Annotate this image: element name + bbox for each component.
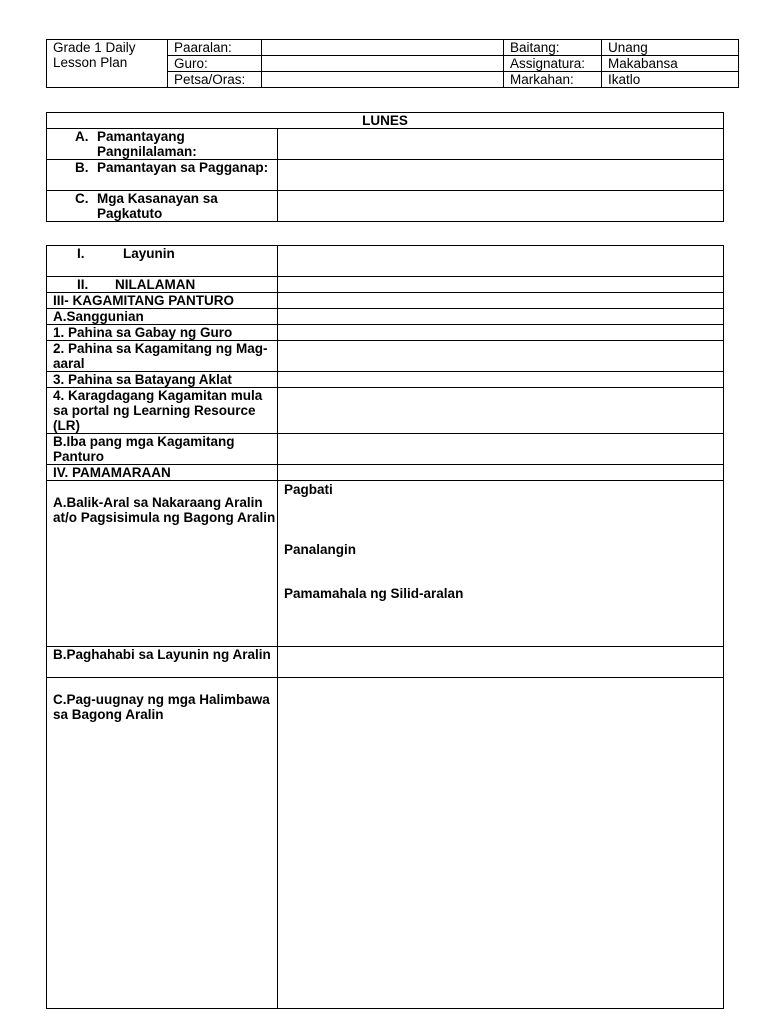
content-marker: II. (77, 277, 89, 292)
subject-value: Makabansa (602, 56, 739, 72)
other-materials-label: B.Iba pang mga Kagamitang Panturo (47, 434, 278, 465)
teacher-guide-cell[interactable] (278, 325, 724, 341)
textbook-label: 3. Pahina sa Batayang Aklat (47, 372, 278, 388)
review-label: A.Balik-Aral sa Nakaraang Aralin at/o Pagsisimula ng Bagong Aralin (47, 481, 278, 647)
learner-material-cell[interactable] (278, 341, 724, 372)
prayer-step: Panalangin (284, 542, 357, 557)
subject-label: Assignatura: (504, 56, 602, 72)
procedures-label: IV. PAMAMARAAN (47, 465, 278, 481)
lunes-item-competencies (47, 191, 278, 222)
item-marker: A. (75, 129, 89, 144)
objectives-text: Layunin (123, 246, 175, 261)
school-value[interactable] (262, 40, 504, 56)
objectives-marker: I. (77, 246, 85, 261)
teacher-guide-label: 1. Pahina sa Gabay ng Guro (47, 325, 278, 341)
lr-portal-label: 4. Karagdagang Kagamitan mula sa portal ng Learning Resource (LR) (47, 388, 278, 434)
materials-cell[interactable] (278, 293, 724, 309)
item-text: Mga Kasanayan sa Pagkatuto (97, 191, 218, 221)
item-text: Pamantayang Pangnilalaman: (97, 129, 197, 159)
procedures-cell[interactable] (278, 465, 724, 481)
examples-cell[interactable] (278, 678, 724, 1009)
objectives-label (47, 246, 278, 277)
plan-title: Grade 1 Daily Lesson Plan (47, 40, 168, 88)
objectives-cell[interactable] (278, 246, 724, 277)
teacher-label: Guro: (168, 56, 262, 72)
other-materials-cell[interactable] (278, 434, 724, 465)
grade-value: Unang (602, 40, 739, 56)
item-marker: B. (75, 160, 89, 175)
lunes-table (46, 112, 724, 222)
content-text: NILALAMAN (115, 277, 196, 292)
item-text: Pamantayan sa Pagganap: (97, 160, 269, 175)
teacher-value[interactable] (262, 56, 504, 72)
competencies-cell[interactable] (278, 191, 724, 222)
references-label: A.Sanggunian (47, 309, 278, 325)
lunes-title: LUNES (47, 113, 724, 129)
review-cell[interactable] (278, 481, 724, 647)
item-marker: C. (75, 191, 89, 206)
grade-label: Baitang: (504, 40, 602, 56)
performance-standard-cell[interactable] (278, 160, 724, 191)
content-cell[interactable] (278, 277, 724, 293)
content-label (47, 277, 278, 293)
date-value[interactable] (262, 72, 504, 88)
lunes-item-content-standard (47, 129, 278, 160)
date-label: Petsa/Oras: (168, 72, 262, 88)
lunes-item-performance-standard (47, 160, 278, 191)
greeting-step: Pagbati (284, 482, 333, 497)
header-table (46, 39, 739, 88)
quarter-value: Ikatlo (602, 72, 739, 88)
examples-label: C.Pag-uugnay ng mga Halimbawa sa Bagong Aralin (47, 678, 278, 1009)
lr-portal-cell[interactable] (278, 388, 724, 434)
main-table (46, 245, 724, 1009)
school-label: Paaralan: (168, 40, 262, 56)
references-cell[interactable] (278, 309, 724, 325)
textbook-cell[interactable] (278, 372, 724, 388)
content-standard-cell[interactable] (278, 129, 724, 160)
purpose-cell[interactable] (278, 647, 724, 678)
classroom-management-step: Pamamahala ng Silid-aralan (284, 586, 464, 601)
learner-material-label: 2. Pahina sa Kagamitang ng Mag-aaral (47, 341, 278, 372)
purpose-label: B.Paghahabi sa Layunin ng Aralin (47, 647, 278, 678)
quarter-label: Markahan: (504, 72, 602, 88)
materials-label: III- KAGAMITANG PANTURO (47, 293, 278, 309)
